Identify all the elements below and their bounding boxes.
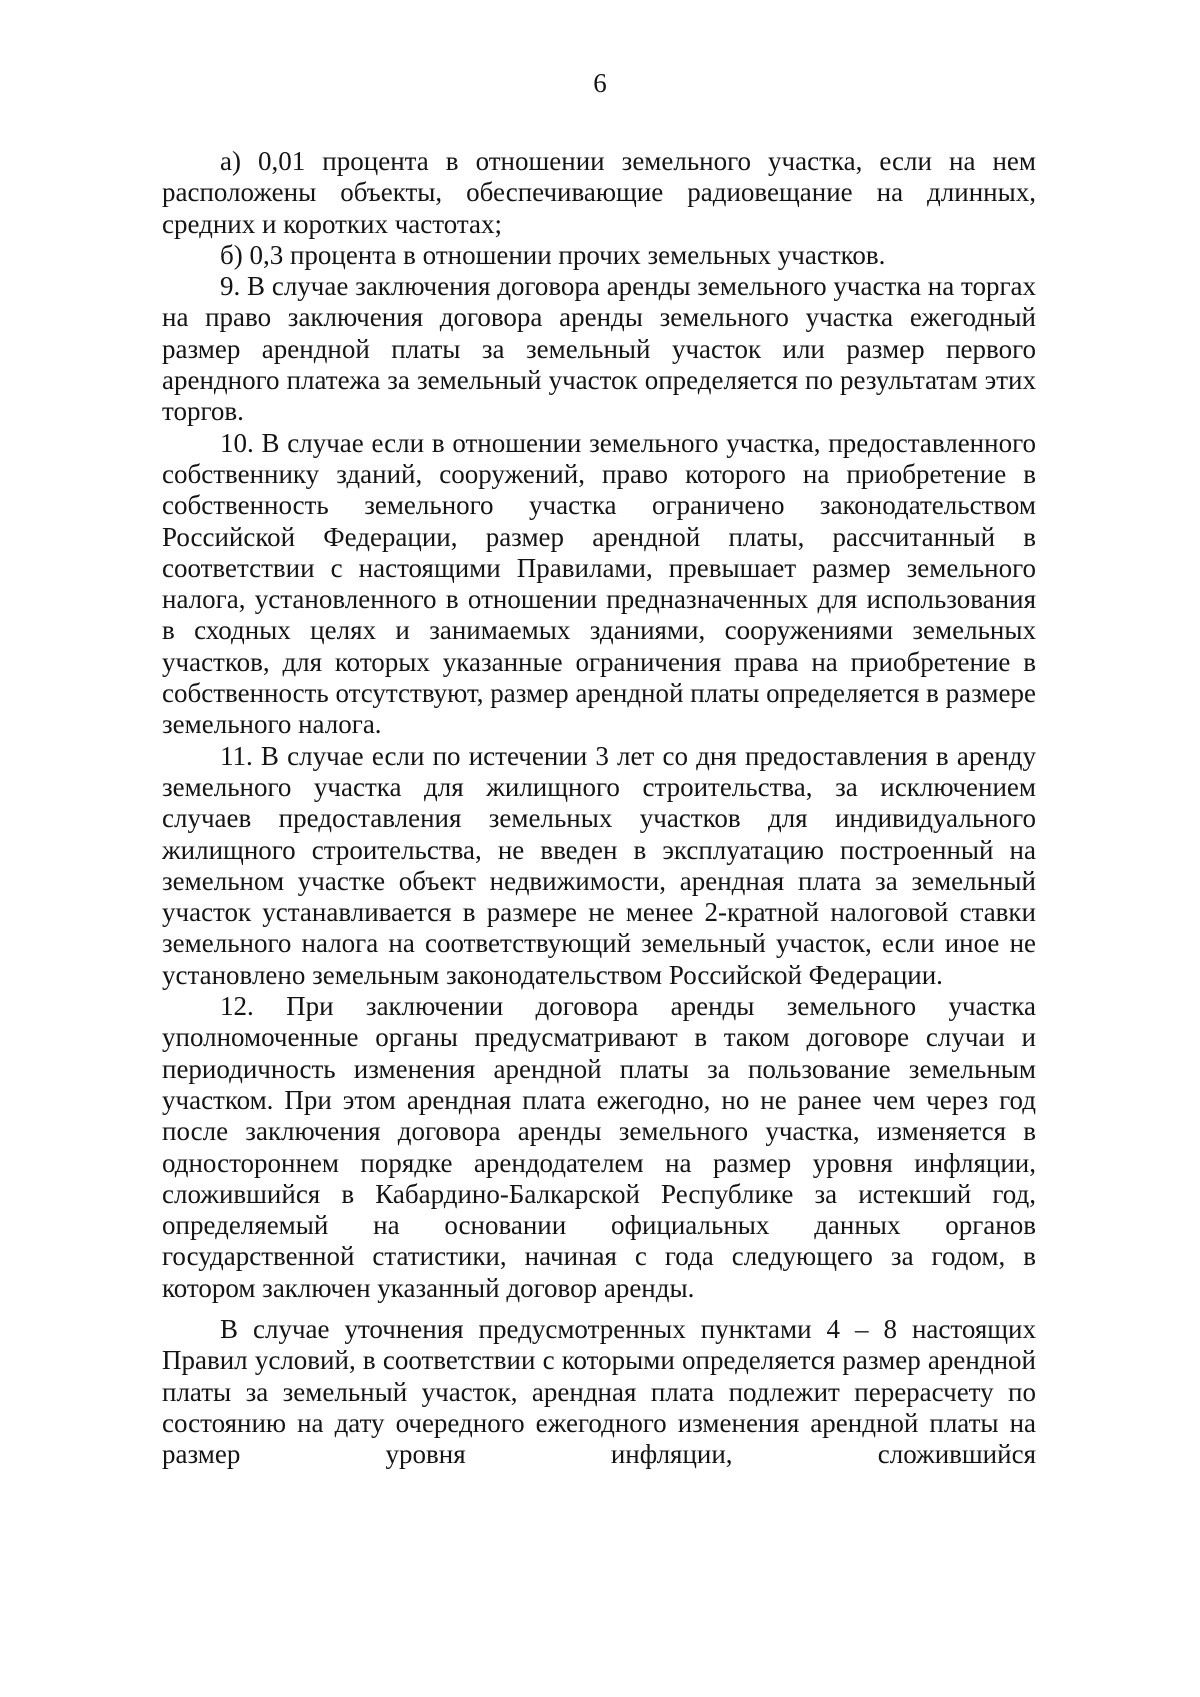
paragraph-9: 9. В случае заключения договора аренды земельного участка на торгах на право заключения договора аренды земельного участка ежегодный размер арендной платы за земельный участок или размер первого арендного платежа за земельный участок определяется по результатам этих торгов. [162,271,1036,427]
paragraph-11: 11. В случае если по истечении 3 лет со дня предоставления в аренду земельного участка для жилищного строительства, за исключением случаев предоставления земельных участков для индивидуального жилищного строительства, не введен в эксплуатацию построенный на земельном участке объект недвижимости, арендная плата за земельный участок устанавливается в размере не менее 2-кратной налоговой ставки земельного налога на соответствующий земельный участок, если иное не установлено земельным законодательством Российской Федерации. [162,740,1036,990]
document-body [162,146,1036,1470]
paragraph-12-continuation: В случае уточнения предусмотренных пунктами 4 – 8 настоящих Правил условий, в соответствии с которыми определяется размер арендной платы за земельный участок, арендная плата подлежит перерасчету по состоянию на дату очередного ежегодного изменения арендной платы на размер уровня инфляции, сложившийся [162,1313,1036,1470]
paragraph-a: а) 0,01 процента в отношении земельного участка, если на нем расположены объекты, обеспечивающие радиовещание на длинных, средних и коротких частотах; [162,146,1036,239]
paragraph-12: 12. При заключении договора аренды земельного участка уполномоченные органы предусматривают в таком договоре случаи и периодичность изменения арендной платы за пользование земельным участком. При этом арендная плата ежегодно, но не ранее чем через год после заключения договора аренды земельного участка, изменяется в одностороннем порядке арендодателем на размер уровня инфляции, сложившийся в Кабардино-Балкарской Республике за истекший год, определяемый на основании официальных данных органов государственной статистики, начиная с года следующего за годом, в котором заключен указанный договор аренды. [162,991,1036,1303]
paragraph-10: 10. В случае если в отношении земельного участка, предоставленного собственнику зданий, сооружений, право которого на приобретение в собственность земельного участка ограничено законодательством Российской Федерации, размер арендной платы, рассчитанный в соответствии с настоящими Правилами, превышает размер земельного налога, установленного в отношении предназначенных для использования в сходных целях и занимаемых зданиями, сооружениями земельных участков, для которых указанные ограничения права на приобретение в собственность отсутствуют, размер арендной платы определяется в размере земельного налога. [162,427,1036,740]
page-number: 6 [593,68,607,98]
paragraph-b: б) 0,3 процента в отношении прочих земельных участков. [220,239,886,270]
